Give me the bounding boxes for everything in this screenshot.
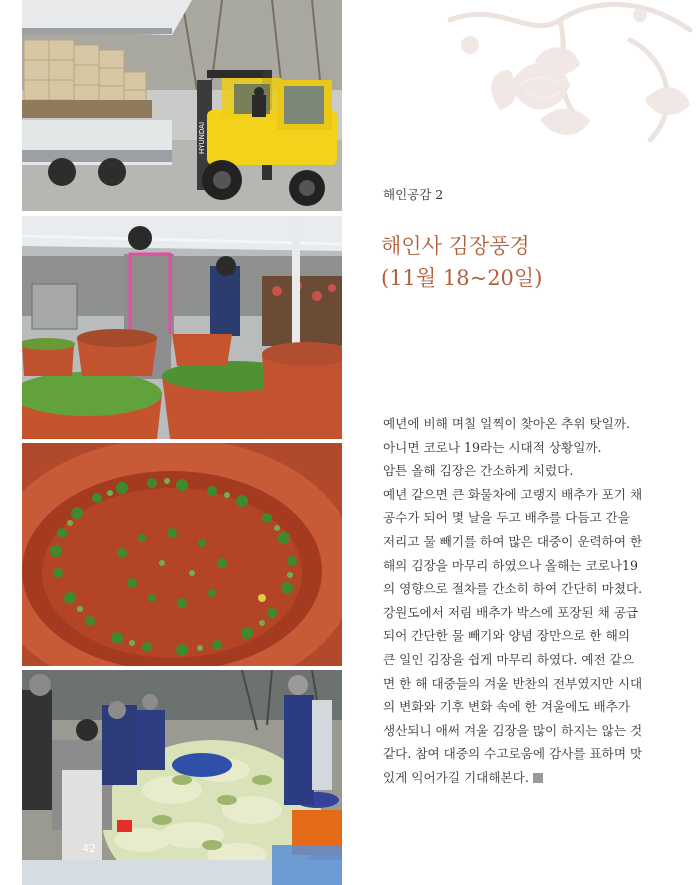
body-paragraph: 암튼 올해 김장은 간소하게 치렀다.	[383, 463, 574, 479]
page-number: 42	[82, 842, 96, 855]
body-paragraph-last	[383, 601, 645, 790]
body-paragraph: 예년 같으면 큰 화물차에 고랭지 배추가 포기 채 공수가 되어 몇 날을 두고 배추를 다듬고 간을 저리고 물 빼기를 하여 많은 대중이 운력하여 한 해의 김장을 마무리 하였으나 올해는 코로나19의 영향으로 절차를 간소히 하여 간단히 마쳤다.	[383, 486, 643, 597]
photo-cabbage-washing	[22, 670, 342, 885]
title-line-2: (11월 18~20일)	[381, 266, 543, 290]
body-paragraph: 예년에 비해 며칠 일찍이 찾아온 추위 탓일까. 아니면 코로나 19라는 시대적 상황일까.	[383, 416, 631, 455]
article-title	[381, 230, 542, 294]
photo-workers-tubs	[22, 216, 342, 439]
photo-tub-seasoning	[22, 443, 342, 666]
photo-truck-forklift	[22, 0, 342, 211]
body-paragraph: 강원도에서 저림 배추가 박스에 포장된 채 공급되어 간단한 물 빼기와 양념 장만으로 한 해의 큰 일인 김장을 쉽게 마무리 하였다. 예전 같으면 한 해 대중들의 겨울 반찬의 전부였지만 시대의 변화와 기후 변화 속에 한 겨울에도 배추가 생산되니 애써 겨울 김장을 많이 하지는 않는 것 같다. 참여 대중의 수고로움에 감사를 표하며 맛있게 익어가길 기대해본다.	[383, 604, 643, 785]
end-square-icon	[533, 773, 543, 783]
article-body	[383, 412, 645, 790]
series-label: 해인공감 2	[383, 187, 444, 202]
forklift-brand-text: HYUNDAI	[198, 121, 206, 154]
floral-ornament	[440, 0, 700, 170]
title-line-1: 해인사 김장풍경	[381, 234, 530, 258]
